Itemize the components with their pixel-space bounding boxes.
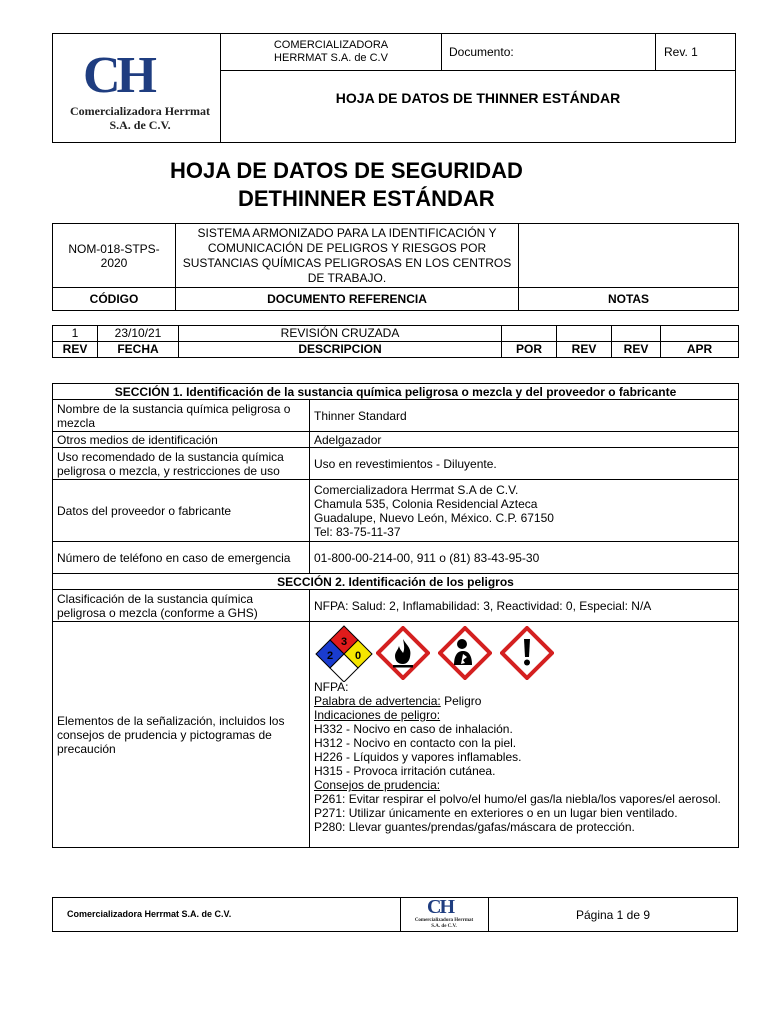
prudence-statement: P280: Llevar guantes/prendas/gafas/máscara de protección. <box>314 820 635 834</box>
revision-header: APR <box>661 342 739 358</box>
classification-value: NFPA: Salud: 2, Inflamabilidad: 3, Reactividad: 0, Especial: N/A <box>310 590 739 622</box>
section1-label: Uso recomendado de la sustancia química peligrosa o mezcla, y restricciones de uso <box>53 448 310 480</box>
reference-description: SISTEMA ARMONIZADO PARA LA IDENTIFICACIÓN Y COMUNICACIÓN DE PELIGROS Y RIESGOS POR SUSTANCIAS QUÍMICAS PELIGROSAS EN LOS CENTROS DE TRABAJO. <box>176 224 519 288</box>
supplier-line: Chamula 535, Colonia Residencial Azteca <box>314 496 538 511</box>
exclamation-icon <box>500 626 554 680</box>
section1-value: 01-800-00-214-00, 911 o (81) 83-43-95-30 <box>310 542 739 574</box>
page-footer <box>52 897 738 932</box>
supplier-line: Guadalupe, Nuevo León, México. C.P. 67150 <box>314 510 554 525</box>
supplier-details <box>310 480 739 542</box>
section1-label: Datos del proveedor o fabricante <box>53 480 310 542</box>
revision-cell <box>661 326 739 342</box>
logo-monogram: CH <box>83 47 153 104</box>
signal-word-label: Palabra de advertencia: <box>314 694 441 708</box>
logo-line1: Comercializadora Herrmat <box>69 104 211 118</box>
prudence-heading: Consejos de prudencia: <box>314 778 441 792</box>
prudence-statement: P261: Evitar respirar el polvo/el humo/el gas/la niebla/los vapores/el aerosol. <box>314 792 721 806</box>
page-title-line1: HOJA DE DATOS DE SEGURIDAD <box>170 158 523 183</box>
signal-word: Peligro <box>440 694 482 708</box>
reference-table <box>52 223 739 311</box>
prudence-statement: P271: Utilizar únicamente en exteriores o en un lugar bien ventilado. <box>314 806 678 820</box>
elements-content <box>310 622 739 848</box>
section2-title: SECCIÓN 2. Identificación de los peligros <box>53 574 739 590</box>
logo-line2: S.A. de C.V. <box>109 118 171 132</box>
supplier-line: Tel: 83-75-11-37 <box>314 524 401 539</box>
ref-header-documento: DOCUMENTO REFERENCIA <box>176 288 519 311</box>
pictogram-row <box>314 626 734 680</box>
nfpa-diamond-icon <box>314 624 374 682</box>
footer-logo-line2: S.A. de C.V. <box>431 924 457 929</box>
section1-label: Nombre de la sustancia química peligrosa o mezcla <box>53 400 310 432</box>
hazard-heading: Indicaciones de peligro: <box>314 708 441 722</box>
footer-page-number: Página 1 de 9 <box>575 908 651 922</box>
hazard-statement: H312 - Nocivo en contacto con la piel. <box>314 736 517 750</box>
nfpa-reactivity: 0 <box>354 650 362 662</box>
footer-logo-monogram: CH <box>427 896 453 918</box>
section1-label: Otros medios de identificación <box>53 432 310 448</box>
reference-code: NOM-018-STPS-2020 <box>53 224 176 288</box>
footer-company: Comercializadora Herrmat S.A. de C.V. <box>67 909 232 919</box>
revision-header: POR <box>502 342 557 358</box>
revision-header: REV <box>53 342 98 358</box>
elements-label: Elementos de la señalización, incluidos los consejos de prudencia y pictogramas de precaución <box>53 622 310 848</box>
hazard-statement: H315 - Provoca irritación cutánea. <box>314 764 496 778</box>
section1-value: Thinner Standard <box>310 400 739 432</box>
section1-title: SECCIÓN 1. Identificación de la sustancia química peligrosa o mezcla y del proveedor o fabricante <box>53 384 739 400</box>
revision-cell <box>502 326 557 342</box>
classification-label: Clasificación de la sustancia química peligrosa o mezcla (conforme a GHS) <box>53 590 310 622</box>
revision-cell: 23/10/21 <box>98 326 179 342</box>
nfpa-health: 2 <box>326 650 334 662</box>
rev-label: Rev. 1 <box>664 45 698 59</box>
hazard-statement: H226 - Líquidos y vapores inflamables. <box>314 750 522 764</box>
section1-value: Uso en revestimientos - Diluyente. <box>310 448 739 480</box>
revision-table <box>52 325 739 358</box>
revision-cell: 1 <box>53 326 98 342</box>
signal-word-line <box>314 694 734 708</box>
document-header <box>52 33 736 143</box>
flame-icon <box>376 626 430 680</box>
health-hazard-icon <box>438 626 492 680</box>
page-title-line2: DETHINNER ESTÁNDAR <box>238 186 495 211</box>
revision-header: FECHA <box>98 342 179 358</box>
revision-cell: REVISIÓN CRUZADA <box>179 326 502 342</box>
revision-header: DESCRIPCION <box>179 342 502 358</box>
section1-label: Número de teléfono en caso de emergencia <box>53 542 310 574</box>
revision-cell <box>557 326 612 342</box>
revision-header: REV <box>557 342 612 358</box>
nfpa-label: NFPA: <box>314 680 349 694</box>
company-name: COMERCIALIZADORA HERRMAT S.A. de C.V <box>273 39 389 64</box>
documento-label: Documento: <box>449 45 514 59</box>
hazard-statement: H332 - Nocivo en caso de inhalación. <box>314 722 513 736</box>
footer-logo-line1: Comercializadora Herrmat <box>414 918 474 923</box>
supplier-line: Comercializadora Herrmat S.A de C.V. <box>314 482 519 497</box>
nfpa-flammability: 3 <box>340 636 348 648</box>
revision-cell <box>612 326 661 342</box>
company-logo <box>53 34 221 142</box>
section1-value: Adelgazador <box>310 432 739 448</box>
safety-sections-table <box>52 383 739 848</box>
header-subject: HOJA DE DATOS DE THINNER ESTÁNDAR <box>335 90 621 106</box>
ref-header-codigo: CÓDIGO <box>53 288 176 311</box>
reference-notes <box>519 224 739 288</box>
ref-header-notas: NOTAS <box>519 288 739 311</box>
revision-header: REV <box>612 342 661 358</box>
